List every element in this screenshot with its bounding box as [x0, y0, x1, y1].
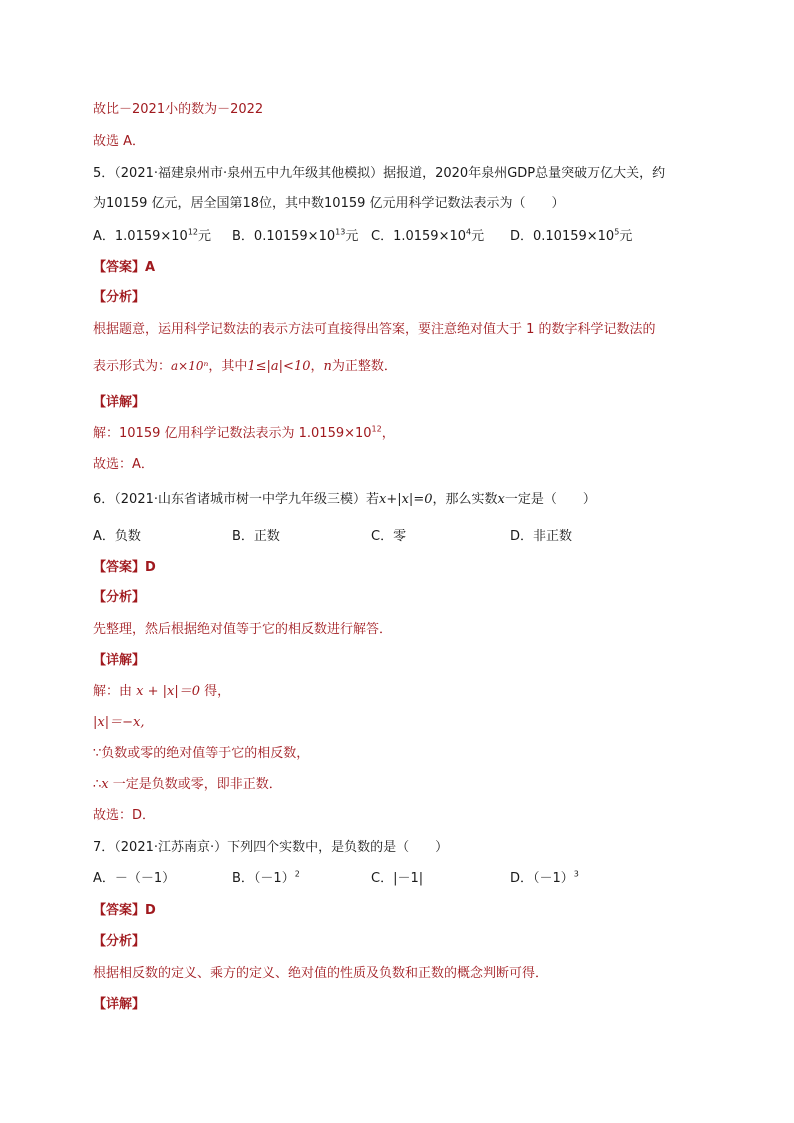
q5-detail-line1: 解：10159 亿用科学记数法表示为 $1.0159\times 10^{12}$， [93, 424, 395, 441]
q5-option-a: A．$1.0159\times 10^{12}$元 [93, 227, 212, 244]
q7-analysis-line1: 根据相反数的定义、乘方的定义、绝对值的性质及负数和正数的概念判断可得． [93, 966, 549, 981]
prev-choice-line: 故选 A． [93, 134, 146, 149]
q5-option-c: C．$1.0159\times 10^4$元 [371, 227, 485, 244]
q5-stem-line2: 为10159 亿元，居全国第18位，其中数10159 亿元用科学记数法表示为（ ） [93, 196, 565, 211]
q7-option-c: C．|－1| [371, 871, 424, 886]
q6-option-a: A．负数 [93, 529, 141, 544]
q6-analysis-heading: 【分析】 [93, 590, 146, 605]
q7-detail-heading: 【详解】 [93, 997, 146, 1012]
q7-stem: 7．（2021·江苏南京·）下列四个实数中，是负数的是（ ） [93, 840, 449, 855]
q6-option-c: C．零 [371, 529, 407, 544]
q6-option-b: B．正数 [232, 529, 280, 544]
q7-option-a: A．－（－1） [93, 871, 176, 886]
q6-answer: 【答案】D [93, 560, 156, 575]
q5-option-b: B．$0.10159\times 10^{13}$元 [232, 227, 359, 244]
q7-analysis-heading: 【分析】 [93, 934, 146, 949]
q5-detail-heading: 【详解】 [93, 395, 146, 410]
q6-detail-line5: 故选：D． [93, 808, 156, 823]
q5-analysis-heading: 【分析】 [93, 290, 146, 305]
q6-detail-line3: ∵负数或零的绝对值等于它的相反数， [93, 746, 310, 761]
q6-stem: 6．（2021·山东省诸城市树一中学九年级三模）若x+|x|=0，那么实数x一定是（ ） [93, 492, 596, 507]
q5-detail-line2: 故选：A． [93, 457, 154, 472]
q5-answer: 【答案】A [93, 260, 156, 275]
q6-detail-heading: 【详解】 [93, 653, 146, 668]
q6-detail-line4: ∴x 一定是负数或零，即非正数． [93, 777, 282, 792]
q5-analysis-line1: 根据题意，运用科学记数法的表示方法可直接得出答案，要注意绝对值大于 1 的数字科学记数法的 [93, 322, 656, 337]
q7-option-b: B．$(-1)^2$ [232, 869, 300, 886]
q7-answer: 【答案】D [93, 903, 156, 918]
q6-analysis-line1: 先整理，然后根据绝对值等于它的相反数进行解答． [93, 622, 393, 637]
prev-conclusion-line: 故比－2021小的数为－2022 [93, 102, 264, 117]
q6-detail-line2: |x|＝−x, [93, 715, 145, 730]
q5-option-d: D．$0.10159\times 10^5$元 [510, 227, 633, 244]
q6-option-d: D．非正数 [510, 529, 573, 544]
q6-detail-line1: 解：由 x + |x|＝0 得， [93, 684, 231, 699]
q5-stem-line1: 5．（2021·福建泉州市·泉州五中九年级其他模拟）据报道，2020年泉州GDP总量突破万亿大关，约 [93, 166, 666, 181]
q5-analysis-line2: 表示形式为：a×10ⁿ，其中1≤|a|<10，n为正整数． [93, 359, 397, 374]
q7-option-d: D．$(-1)^3$ [510, 869, 579, 886]
